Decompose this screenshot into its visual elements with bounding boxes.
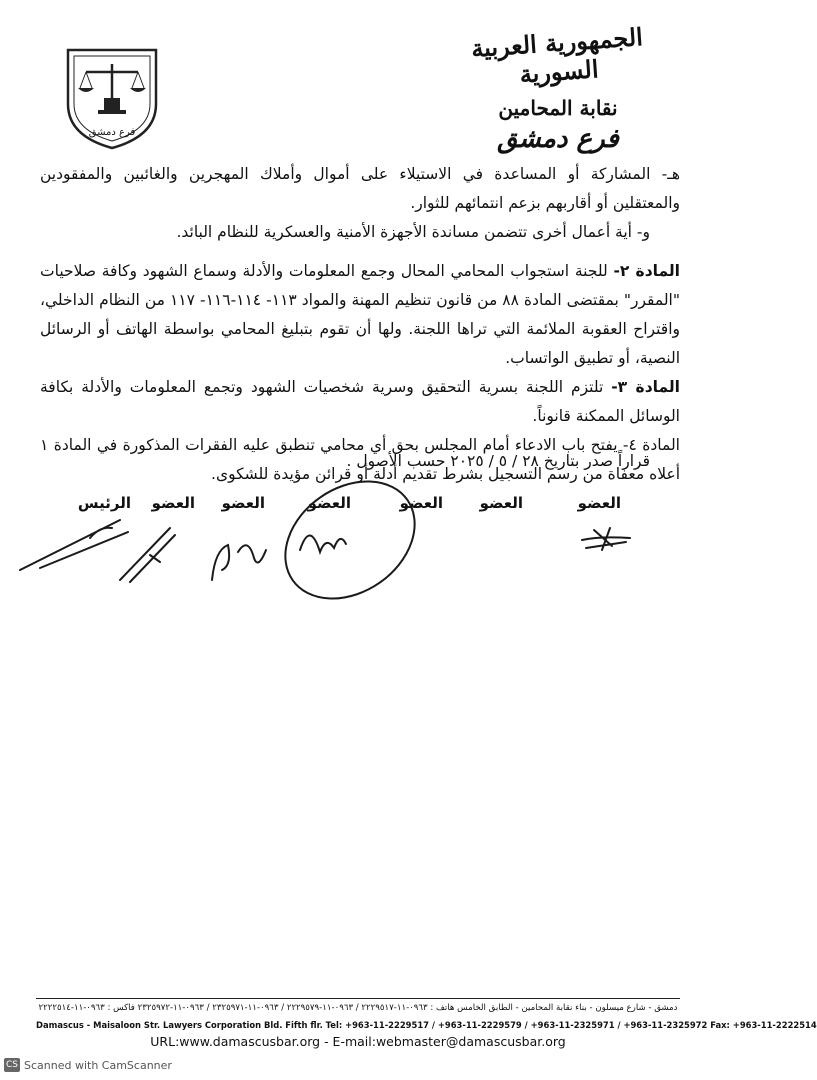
article-2-title: المادة ٢- bbox=[613, 262, 680, 280]
clause-w: و- أية أعمال أخرى تتضمن مساندة الأجهزة الأمنية والعسكرية للنظام البائد. bbox=[176, 223, 650, 241]
syndicate-name: نقابة المحامين bbox=[498, 96, 618, 120]
article-4-text: يفتح باب الادعاء أمام المجلس بحق أي محامي تنطبق عليه الفقرات المذكورة في المادة ١ أعلاه معفاة من رسم التسجيل بشرط تقديم أدلة أو قرائن مؤيدة للشكوى. bbox=[40, 436, 680, 483]
signature-member-4 bbox=[300, 535, 346, 552]
signatory-member-6: العضو bbox=[151, 494, 195, 512]
signatory-member-2: العضو bbox=[479, 494, 523, 512]
signatory-member-5: العضو bbox=[221, 494, 265, 512]
article-3-text: تلتزم اللجنة بسرية التحقيق وسرية شخصيات الشهود وتجمع المعلومات والأدلة بكافة الوسائل الممكنة قانوناً. bbox=[40, 378, 680, 425]
signatory-member-3: العضو bbox=[399, 494, 443, 512]
article-3 bbox=[40, 373, 680, 431]
issue-date-line: قراراً صدر بتاريخ ٢٨ / ٥ / ٢٠٢٥ حسب الأصول . bbox=[346, 452, 650, 470]
handwritten-signatures bbox=[0, 440, 716, 620]
footer-address-english: Damascus - Maisaloon Str. Lawyers Corporation Bld. Fifth flr. Tel: +963-11-2229517 / +963-11-2229579 / +963-11-2325971 / +963-11-2325972 Fax: +963-11-2222514 bbox=[36, 1020, 817, 1030]
article-4-title: المادة ٤- bbox=[622, 436, 680, 454]
signature-member-5 bbox=[212, 545, 266, 580]
bar-association-seal bbox=[58, 44, 166, 152]
signature-president bbox=[20, 520, 128, 570]
clause-h: هـ- المشاركة أو المساعدة في الاستيلاء على أموال وأملاك المهجرين والغائبين والمفقودين والمعتقلين أو أقاربهم بزعم انتمائهم للثوار. bbox=[40, 165, 680, 212]
camscanner-icon: CS bbox=[6, 1060, 18, 1070]
signature-member-6 bbox=[120, 528, 175, 582]
footer-address-arabic: دمشق - شارع ميسلون - بناء نقابة المحامين - الطابق الخامس هاتف : ٠٩٦٣-١١-٢٢٢٩٥١٧ / ٠٩٦٣-١١-٢٢٢٩٥٧٩ / ٠٩٦٣-١١-٢٣٢٥٩٧١ / ٠٩٦٣-١١-٢٣٢٥٩٧٢ فاكس : ٠٩٦٣-١١-٢٢٢٢٥١٤ bbox=[38, 1003, 678, 1013]
camscanner-watermark bbox=[4, 1058, 172, 1072]
country-name: الجمهورية العربية السورية bbox=[470, 22, 644, 89]
footer-divider bbox=[36, 998, 680, 999]
article-3-title: المادة ٣- bbox=[611, 378, 680, 396]
signatory-member-4: العضو bbox=[307, 494, 351, 512]
branch-name: فرع دمشق bbox=[497, 124, 619, 154]
letterhead bbox=[458, 22, 658, 154]
footer-url-email: URL:www.damascusbar.org - E-mail:webmaster@damascusbar.org bbox=[150, 1034, 566, 1049]
signatory-president: الرئيس bbox=[77, 494, 131, 512]
signature-member-1 bbox=[582, 528, 630, 550]
article-2-text: للجنة استجواب المحامي المحال وجمع المعلومات والأدلة وسماع الشهود وكافة صلاحيات "المقرر" بمقتضى المادة ٨٨ من قانون تنظيم المهنة والمواد ١١٣- ١١٤-١١٦- ١١٧ من النظام الداخلي، واقتراح العقوبة الملائمة التي تراها اللجنة. ولها أن تقوم بتبليغ المحامي بواسطة الهاتف أو الرسائل النصية، أو تطبيق الواتساب. bbox=[40, 262, 680, 367]
seal-branch-label: فرع دمشق bbox=[88, 127, 136, 138]
signature-member-4-circle bbox=[263, 457, 437, 622]
article-2 bbox=[40, 257, 680, 373]
signatory-member-1: العضو bbox=[577, 494, 621, 512]
camscanner-label: Scanned with CamScanner bbox=[24, 1058, 172, 1072]
